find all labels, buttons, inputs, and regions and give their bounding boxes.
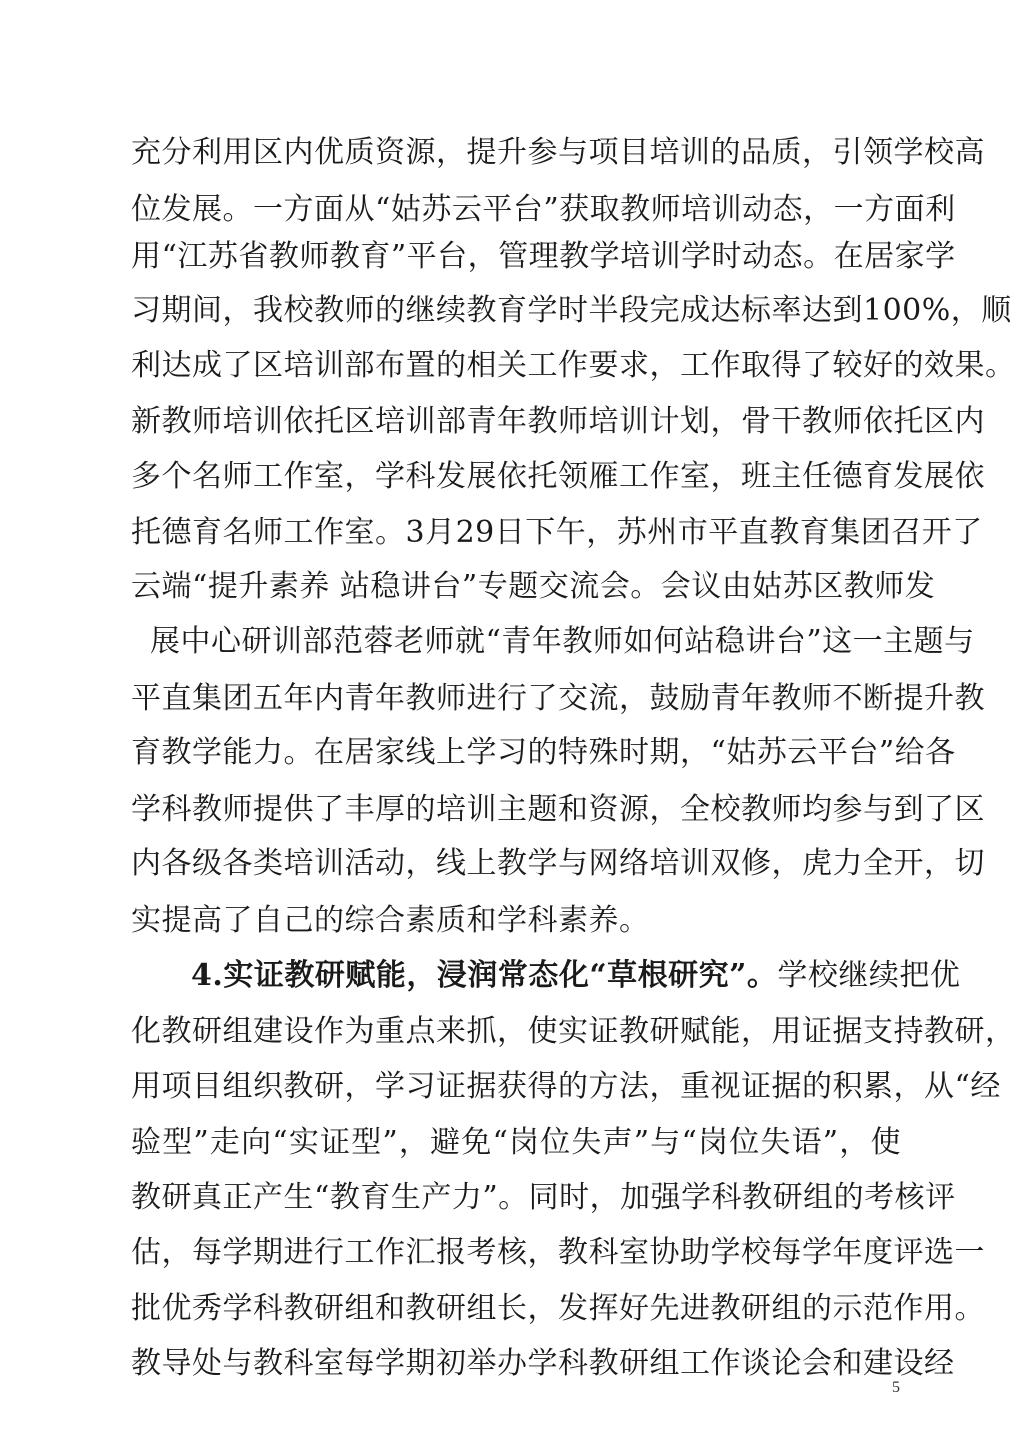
text-line: 教研真正产生“教育生产力”。同时，加强学科教研组的考核评 xyxy=(131,1180,956,1215)
text-line: 教导处与教科室每学期初举办学科教研组工作谈论会和建设经 xyxy=(131,1346,955,1381)
text-line: 育教学能力。在居家线上学习的特殊时期，“姑苏云平台”给各 xyxy=(131,735,956,770)
text-line: 托德育名师工作室。3月29日下午，苏州市平直教育集团召开了 xyxy=(131,515,983,550)
text-line: 学科教师提供了丰厚的培训主题和资源，全校教师均参与到了区 xyxy=(131,792,985,827)
text-line: 内各级各类培训活动，线上教学与网络培训双修，虎力全开，切 xyxy=(131,846,985,881)
text-line: 展中心研训部范蓉老师就“青年教师如何站稳讲台”这一主题与 xyxy=(150,624,975,659)
page-number: 5 xyxy=(892,1379,900,1396)
text-line: 实提高了自己的综合素质和学科素养。 xyxy=(131,903,650,938)
text-line: 习期间，我校教师的继续教育学时半段完成达标率达到100%，顺 xyxy=(131,293,1012,328)
text-line: 估，每学期进行工作汇报考核，教科室协助学校每学年度评选一 xyxy=(131,1235,985,1270)
text-line: 充分利用区内优质资源，提升参与项目培训的品质，引领学校高 xyxy=(131,135,985,170)
text-span: 学校继续把优 xyxy=(777,958,961,993)
text-line: 新教师培训依托区培训部青年教师培训计划，骨干教师依托区内 xyxy=(131,404,985,439)
text-line: 多个名师工作室，学科发展依托领雁工作室，班主任德育发展依 xyxy=(131,459,985,494)
text-line: 验型”走向“实证型”，避免“岗位失声”与“岗位失语”，使 xyxy=(131,1125,901,1160)
text-line: 位发展。一方面从“姑苏云平台”获取教师培训动态，一方面利 xyxy=(131,192,956,227)
text-line: 平直集团五年内青年教师进行了交流，鼓励青年教师不断提升教 xyxy=(131,681,985,716)
text-line: 用项目组织教研，学习证据获得的方法，重视证据的积累，从“经 xyxy=(131,1069,1001,1104)
text-line: 化教研组建设作为重点来抓，使实证教研赋能，用证据支持教研， xyxy=(131,1014,1016,1049)
text-line: 利达成了区培训部布置的相关工作要求，工作取得了较好的效果。 xyxy=(131,348,1016,383)
text-line: 批优秀学科教研组和教研组长，发挥好先进教研组的示范作用。 xyxy=(131,1291,985,1326)
text-line: 云端“提升素养 站稳讲台”专题交流会。会议由姑苏区教师发 xyxy=(131,569,936,604)
section-heading: 4.实证教研赋能，浸润常态化“草根研究”。 xyxy=(191,958,778,993)
text-line: 用“江苏省教师教育”平台，管理教学培训学时动态。在居家学 xyxy=(131,239,956,274)
section-heading-line xyxy=(191,956,961,996)
